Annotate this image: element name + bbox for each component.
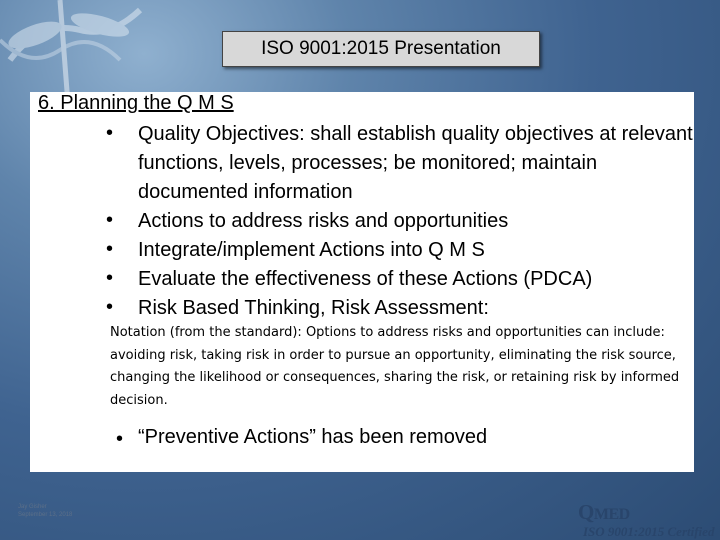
bullet-item-preventive-actions: “Preventive Actions” has been removed: [138, 426, 488, 448]
footer-author-date: [18, 503, 72, 519]
bullet-item-quality-objectives: Quality Objectives: shall establish quality objectives at relevant functions, levels, processes; be monitored; maintain documented information: [138, 123, 693, 203]
bullet-marker: •: [106, 209, 114, 231]
footer-author: Jay Gisher: [18, 504, 47, 510]
bullet-marker: •: [106, 238, 114, 260]
bullet-item-actions-risks: Actions to address risks and opportunities: [138, 210, 509, 232]
qmed-logo-q: Q: [578, 500, 594, 524]
bullet-marker: •: [106, 122, 114, 144]
notation-text: Notation (from the standard): Options to address risks and opportunities can include: avoiding risk, taking risk in order to pursue an opportunity, eliminating the risk source, changing the likelihood or consequences, sharing the risk, or retaining risk by informed decision.: [110, 325, 680, 408]
slide-heading: 6. Planning the Q M S: [38, 92, 234, 114]
bullet-marker: •: [106, 267, 114, 289]
qmed-logo-med: MED: [593, 506, 630, 523]
bullet-marker: •: [116, 428, 124, 450]
iso-certified-label: ISO 9001:2015 Certified: [583, 524, 715, 539]
qmed-logo: [578, 500, 630, 525]
bullet-item-risk-thinking: Risk Based Thinking, Risk Assessment:: [138, 297, 489, 319]
footer-date: September 13, 2018: [18, 512, 73, 518]
slide-title: ISO 9001:2015 Presentation: [222, 31, 540, 67]
content-panel: [30, 92, 694, 472]
bullet-item-integrate: Integrate/implement Actions into Q M S: [138, 239, 485, 261]
bullet-marker: •: [106, 296, 114, 318]
bullet-item-evaluate: Evaluate the effectiveness of these Actions (PDCA): [138, 268, 593, 290]
